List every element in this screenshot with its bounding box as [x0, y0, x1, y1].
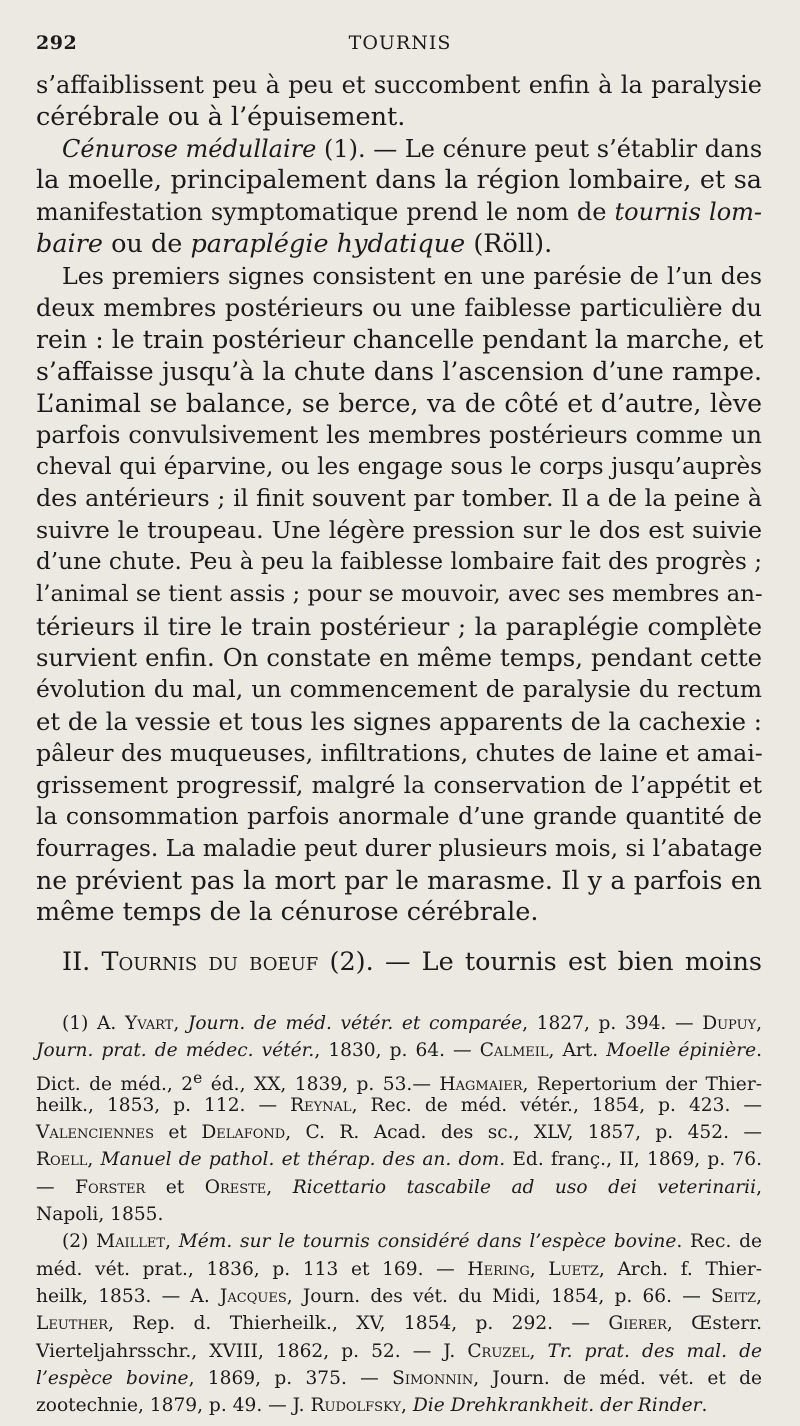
- body-line: des antérieurs ; il finit souvent par tomber. Il a de la peine à: [36, 484, 762, 513]
- body-line: l’animal se tient assis ; pour se mouvoir, avec ses membres an-: [36, 580, 763, 607]
- body-line: grissement progressif, malgré la conservation de l’appétit et: [36, 770, 762, 799]
- body-line: évolution du mal, un commencement de paralysie du rectum: [36, 675, 762, 704]
- page-number: 292: [36, 32, 78, 54]
- main-text: [36, 70, 762, 978]
- section-heading: II. Tournis du boeuf (2). — Le tournis est bien moins: [62, 946, 763, 977]
- footnote-line: Napoli, 1855.: [36, 1204, 164, 1226]
- footnote-line: heilk, 1853. — A. Jacques, Journ. des vét. du Midi, 1854, p. 66. — Seitz,: [36, 1285, 762, 1307]
- body-line: cérébrale ou à l’épuisement.: [36, 101, 406, 132]
- footnote-line: Journ. prat. de médec. vétér., 1830, p. 64. — Calmeil, Art. Moelle épinière.: [36, 1040, 763, 1062]
- body-line: s’affaiblissent peu à peu et succombent enfin à la paralysie: [36, 71, 762, 99]
- body-line: baire ou de paraplégie hydatique (Röll).: [36, 228, 553, 259]
- footnote-line: l’espèce bovine, 1869, p. 375. — Simonnin, Journ. de méd. vét. et de: [36, 1367, 763, 1389]
- footnote-line: — Forster et Oreste, Ricettario tascabile ad uso dei veterinarii,: [36, 1176, 762, 1198]
- body-line: parfois convulsivement les membres postérieurs comme un: [36, 420, 762, 449]
- body-line: survient enfin. On constate en même temps, pendant cette: [36, 643, 762, 673]
- body-line: la moelle, principalement dans la région lombaire, et sa: [36, 165, 762, 196]
- body-line: rein : le train postérieur chancelle pendant la marche, et: [36, 325, 764, 355]
- body-line: deux membres postérieurs ou une faiblesse particulière du: [36, 293, 762, 322]
- body-line: s’affaisse jusqu’à la chute dans l’ascension d’une rampe.: [36, 357, 762, 387]
- footnote-line: (1) A. Yvart, Journ. de méd. vétér. et comparée, 1827, p. 394. — Dupuy,: [62, 1013, 763, 1034]
- footnote-line: heilk., 1853, p. 112. — Reynal, Rec. de méd. vétér., 1854, p. 423. —: [36, 1094, 762, 1116]
- body-line: Les premiers signes consistent en une parésie de l’un des: [62, 261, 762, 290]
- footnote-line: Roell, Manuel de pathol. et thérap. des an. dom. Ed. franç., II, 1869, p. 76.: [36, 1149, 763, 1171]
- footnote-line: Dict. de méd., 2e éd., XX, 1839, p. 53.— Hagmaier, Repertorium der Thier-: [36, 1068, 762, 1095]
- running-title: TOURNIS: [348, 32, 452, 54]
- body-line: la consommation parfois anormale d’une grande quantité de: [36, 802, 762, 831]
- footnote-line: Vierteljahrsschr., XVIII, 1862, p. 52. — J. Cruzel, Tr. prat. des mal. de: [36, 1340, 762, 1362]
- footnote-line: (2) Maillet, Mém. sur le tournis considéré dans l’espèce bovine. Rec. de: [62, 1231, 763, 1253]
- body-line: fourrages. La maladie peut durer plusieurs mois, si l’abatage: [36, 834, 763, 863]
- body-line: cheval qui éparvine, ou les engage sous le corps jusqu’auprès: [36, 453, 762, 480]
- page-header: [36, 32, 764, 62]
- body-line: suivre le troupeau. Une légère pression sur le dos est suivie: [36, 516, 762, 545]
- body-line: manifestation symptomatique prend le nom de tournis lom-: [36, 198, 763, 227]
- body-line: ne prévient pas la mort par le marasme. Il y a parfois en: [36, 865, 762, 895]
- footnote-line: Valenciennes et Delafond, C. R. Acad. des sc., XLV, 1857, p. 452. —: [36, 1122, 762, 1144]
- body-line: et de la vessie et tous les signes apparents de la cachexie :: [36, 706, 762, 736]
- footnote-line: méd. vét. prat., 1836, p. 113 et 169. — Hering, Luetz, Arch. f. Thier-: [36, 1258, 762, 1280]
- body-line: d’une chute. Peu à peu la faiblesse lombaire fait des progrès ;: [36, 548, 762, 575]
- body-line: térieurs il tire le train postérieur ; la paraplégie complète: [36, 611, 762, 641]
- footnote-line: zootechnie, 1879, p. 49. — J. Rudolfsky, Die Drehkrankheit. der Rinder.: [36, 1395, 708, 1417]
- body-line: L’animal se balance, se berce, va de côté et d’autre, lève: [36, 388, 762, 418]
- body-line: pâleur des muqueuses, infiltrations, chutes de laine et amai-: [36, 738, 763, 767]
- footnotes: [36, 1010, 762, 1419]
- footnote-line: Leuther, Rep. d. Thierheilk., XV, 1854, p. 292. — Gierer, Œsterr.: [36, 1313, 762, 1335]
- body-line: même temps de la cénurose cérébrale.: [36, 896, 539, 927]
- body-line: Cénurose médullaire (1). — Le cénure peut s’établir dans: [62, 134, 763, 163]
